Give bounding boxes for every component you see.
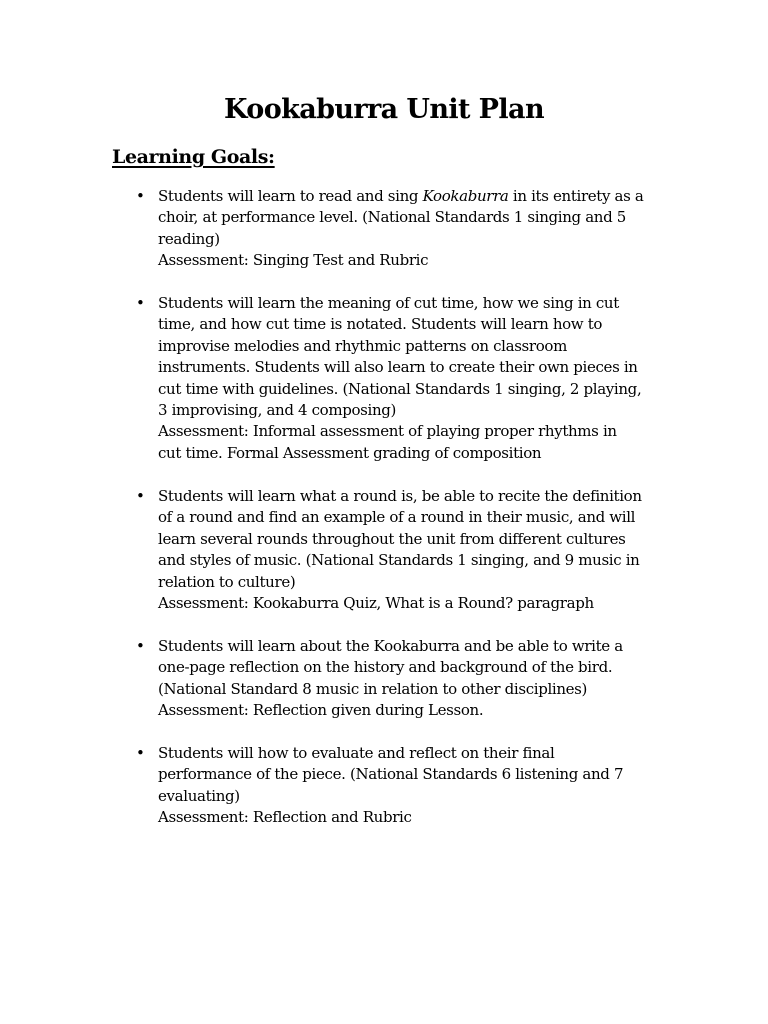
goal-line: 3 improvising, and 4 composing) bbox=[158, 401, 397, 420]
learning-goal-text bbox=[158, 636, 664, 722]
goal-line: relation to culture) bbox=[158, 572, 296, 591]
goal-line: Students will learn the meaning of cut time, how we sing in cut bbox=[158, 294, 619, 312]
goal-line: (National Standard 8 music in relation to other disciplines) bbox=[158, 679, 588, 698]
goal-assessment-line: Assessment: Reflection given during Lesson. bbox=[158, 701, 484, 720]
goal-line: Students will how to evaluate and reflect on their final bbox=[158, 744, 555, 762]
goal-line: one-page reflection on the history and background of the bird. bbox=[158, 658, 613, 677]
goal-line: choir, at performance level. (National Standards 1 singing and 5 bbox=[158, 208, 626, 227]
learning-goal-text bbox=[158, 743, 664, 829]
learning-goal-item bbox=[136, 186, 664, 272]
bullet-icon: • bbox=[136, 294, 145, 312]
goal-line: Students will learn about the Kookaburra and be able to write a bbox=[158, 637, 623, 655]
learning-goal-item bbox=[136, 743, 664, 829]
bullet-icon: • bbox=[136, 487, 145, 505]
song-title-italic: Kookaburra bbox=[422, 187, 509, 205]
bullet-icon: • bbox=[136, 637, 145, 655]
goal-line: of a round and find an example of a round in their music, and will bbox=[158, 508, 636, 527]
goal-assessment-line: Assessment: Kookaburra Quiz, What is a Round? paragraph bbox=[158, 594, 594, 613]
bullet-icon: • bbox=[136, 744, 145, 762]
section-heading-learning-goals: Learning Goals: bbox=[112, 146, 275, 168]
goal-assessment-line: cut time. Formal Assessment grading of composition bbox=[158, 443, 542, 462]
goal-line: learn several rounds throughout the unit from different cultures bbox=[158, 529, 626, 548]
goal-text-segment: Students will learn to read and sing bbox=[158, 187, 423, 205]
learning-goal-item bbox=[136, 486, 664, 614]
learning-goal-item bbox=[136, 636, 664, 722]
learning-goal-item bbox=[136, 293, 664, 464]
learning-goal-text bbox=[158, 293, 664, 464]
goal-line: performance of the piece. (National Standards 6 listening and 7 bbox=[158, 765, 624, 784]
goal-line: cut time with guidelines. (National Standards 1 singing, 2 playing, bbox=[158, 379, 642, 398]
goal-line bbox=[158, 186, 664, 207]
goal-assessment-line: Assessment: Informal assessment of playing proper rhythms in bbox=[158, 422, 617, 441]
bullet-icon: • bbox=[136, 187, 145, 205]
goal-line: evaluating) bbox=[158, 786, 240, 805]
learning-goal-text bbox=[158, 186, 664, 272]
page-title: Kookaburra Unit Plan bbox=[224, 94, 544, 125]
goal-line: time, and how cut time is notated. Students will learn how to bbox=[158, 315, 603, 334]
goal-line: Students will learn what a round is, be able to recite the definition bbox=[158, 487, 642, 505]
goal-text-segment: in its entirety as a bbox=[508, 187, 644, 205]
goal-line: and styles of music. (National Standards 1 singing, and 9 music in bbox=[158, 551, 640, 570]
goal-line: instruments. Students will also learn to create their own pieces in bbox=[158, 358, 638, 377]
learning-goal-text bbox=[158, 486, 664, 614]
goal-assessment-line: Assessment: Reflection and Rubric bbox=[158, 808, 412, 827]
goal-line: improvise melodies and rhythmic patterns on classroom bbox=[158, 336, 567, 355]
goal-assessment-line: Assessment: Singing Test and Rubric bbox=[158, 251, 429, 270]
goal-line: reading) bbox=[158, 229, 220, 248]
